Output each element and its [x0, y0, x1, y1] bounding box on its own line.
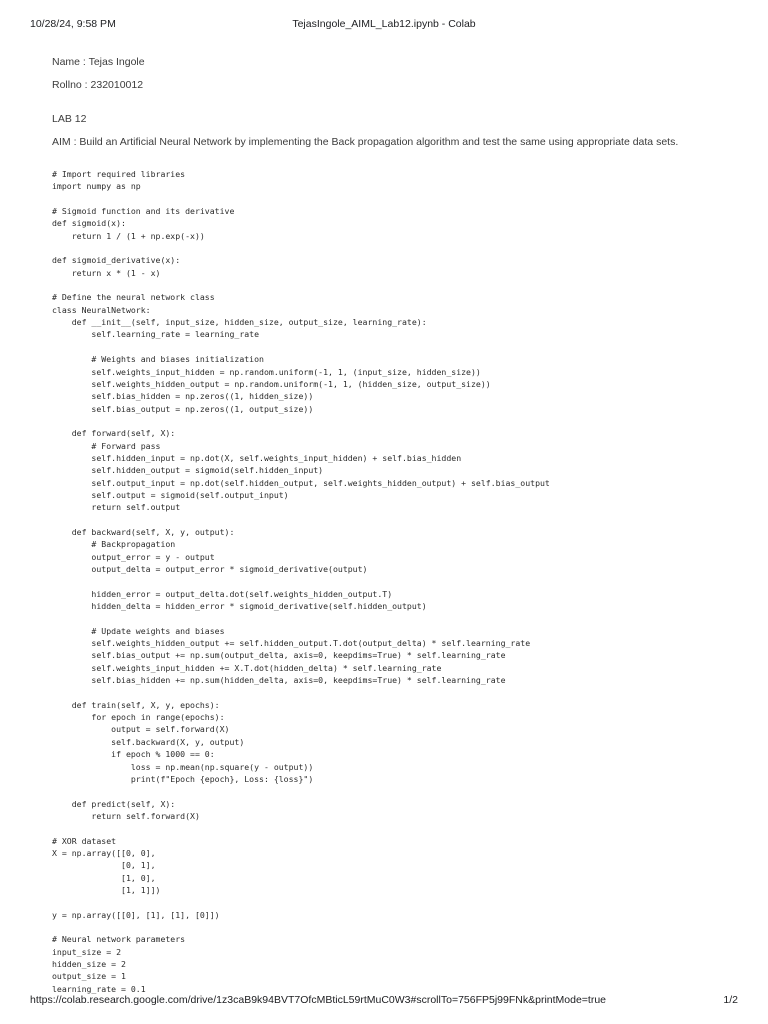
code-line: input_size = 2 [52, 946, 122, 957]
code-line: self.bias_output = np.zeros((1, output_size)) [52, 403, 314, 414]
code-line: self.weights_input_hidden = np.random.uniform(-1, 1, (input_size, hidden_size)) [52, 366, 481, 377]
code-line: if epoch % 1000 == 0: [52, 749, 215, 760]
code-line: self.hidden_input = np.dot(X, self.weights_input_hidden) + self.bias_hidden [52, 452, 462, 463]
code-line: [1, 0], [52, 872, 156, 883]
student-name: Name : Tejas Ingole [52, 56, 145, 68]
code-line: for epoch in range(epochs): [52, 712, 225, 723]
code-line: self.bias_hidden = np.zeros((1, hidden_size)) [52, 391, 314, 402]
code-line: self.output = sigmoid(self.output_input) [52, 489, 289, 500]
print-datetime: 10/28/24, 9:58 PM [30, 18, 116, 30]
code-line: return x * (1 - x) [52, 267, 161, 278]
code-line [52, 686, 742, 698]
code-line: [0, 1], [52, 860, 156, 871]
lab-heading: LAB 12 [52, 113, 87, 125]
code-line [52, 279, 742, 291]
code-line: hidden_delta = hidden_error * sigmoid_derivative(self.hidden_output) [52, 601, 427, 612]
code-cell [52, 168, 742, 994]
code-line [52, 242, 742, 254]
code-line [52, 341, 742, 353]
code-line: y = np.array([[0], [1], [1], [0]]) [52, 909, 220, 920]
code-line [52, 415, 742, 427]
code-line: learning_rate = 0.1 [52, 983, 146, 994]
code-line: # Define the neural network class [52, 292, 215, 303]
code-line: self.output_input = np.dot(self.hidden_output, self.weights_hidden_output) + self.bias_output [52, 477, 550, 488]
code-line: return self.forward(X) [52, 810, 200, 821]
aim-statement: AIM : Build an Artificial Neural Network by implementing the Back propagation algorithm and test the same using appropriate data sets. [52, 136, 679, 148]
code-line: # Update weights and biases [52, 625, 225, 636]
code-line: output = self.forward(X) [52, 724, 230, 735]
code-line [52, 896, 742, 908]
code-line: self.weights_hidden_output += self.hidden_output.T.dot(output_delta) * self.learning_rate [52, 638, 531, 649]
code-line [52, 514, 742, 526]
code-line [52, 575, 742, 587]
code-line [52, 822, 742, 834]
code-line: # Weights and biases initialization [52, 354, 264, 365]
page-number: 1/2 [723, 994, 738, 1006]
code-line: # Forward pass [52, 440, 161, 451]
print-title: TejasIngole_AIML_Lab12.ipynb - Colab [292, 18, 476, 30]
code-line: output_error = y - output [52, 551, 215, 562]
code-line: self.weights_hidden_output = np.random.uniform(-1, 1, (hidden_size, output_size)) [52, 378, 491, 389]
code-line: # Sigmoid function and its derivative [52, 206, 235, 217]
code-line [52, 193, 742, 205]
code-line: self.learning_rate = learning_rate [52, 329, 260, 340]
code-line: self.bias_hidden += np.sum(hidden_delta, axis=0, keepdims=True) * self.learning_rate [52, 675, 506, 686]
code-line: return 1 / (1 + np.exp(-x)) [52, 230, 205, 241]
code-line [52, 612, 742, 624]
code-line: self.backward(X, y, output) [52, 736, 245, 747]
code-line: loss = np.mean(np.square(y - output)) [52, 761, 314, 772]
code-line: def predict(self, X): [52, 798, 176, 809]
code-line [52, 785, 742, 797]
code-line: output_size = 1 [52, 971, 126, 982]
code-line [52, 921, 742, 933]
print-header [30, 18, 738, 34]
code-line: def sigmoid(x): [52, 218, 126, 229]
code-line: # Backpropagation [52, 539, 176, 550]
code-line: # Import required libraries [52, 169, 186, 179]
code-line: X = np.array([[0, 0], [52, 847, 156, 858]
code-line: hidden_error = output_delta.dot(self.weights_hidden_output.T) [52, 588, 393, 599]
code-line: self.hidden_output = sigmoid(self.hidden_input) [52, 465, 324, 476]
code-line: # Neural network parameters [52, 934, 186, 945]
code-line: print(f"Epoch {epoch}, Loss: {loss}") [52, 773, 314, 784]
code-line: import numpy as np [52, 181, 141, 192]
print-footer [30, 994, 738, 1010]
code-line: def __init__(self, input_size, hidden_size, output_size, learning_rate): [52, 317, 427, 328]
code-line: self.bias_output += np.sum(output_delta, axis=0, keepdims=True) * self.learning_rate [52, 650, 506, 661]
code-line: # XOR dataset [52, 835, 117, 846]
code-line: def forward(self, X): [52, 428, 176, 439]
code-line: class NeuralNetwork: [52, 304, 151, 315]
roll-number: Rollno : 232010012 [52, 79, 144, 91]
print-url: https://colab.research.google.com/drive/1z3caB9k94BVT7OfcMBticL59rtMuC0W3#scrollTo=756FP5j99FNk&printMode=true [30, 994, 607, 1006]
code-line: self.weights_input_hidden += X.T.dot(hidden_delta) * self.learning_rate [52, 662, 442, 673]
code-line: def sigmoid_derivative(x): [52, 255, 181, 266]
code-line: def backward(self, X, y, output): [52, 526, 235, 537]
code-line: def train(self, X, y, epochs): [52, 699, 220, 710]
code-line: output_delta = output_error * sigmoid_derivative(output) [52, 564, 368, 574]
code-line: [1, 1]]) [52, 884, 161, 895]
code-line: hidden_size = 2 [52, 959, 126, 969]
code-line: return self.output [52, 502, 181, 513]
